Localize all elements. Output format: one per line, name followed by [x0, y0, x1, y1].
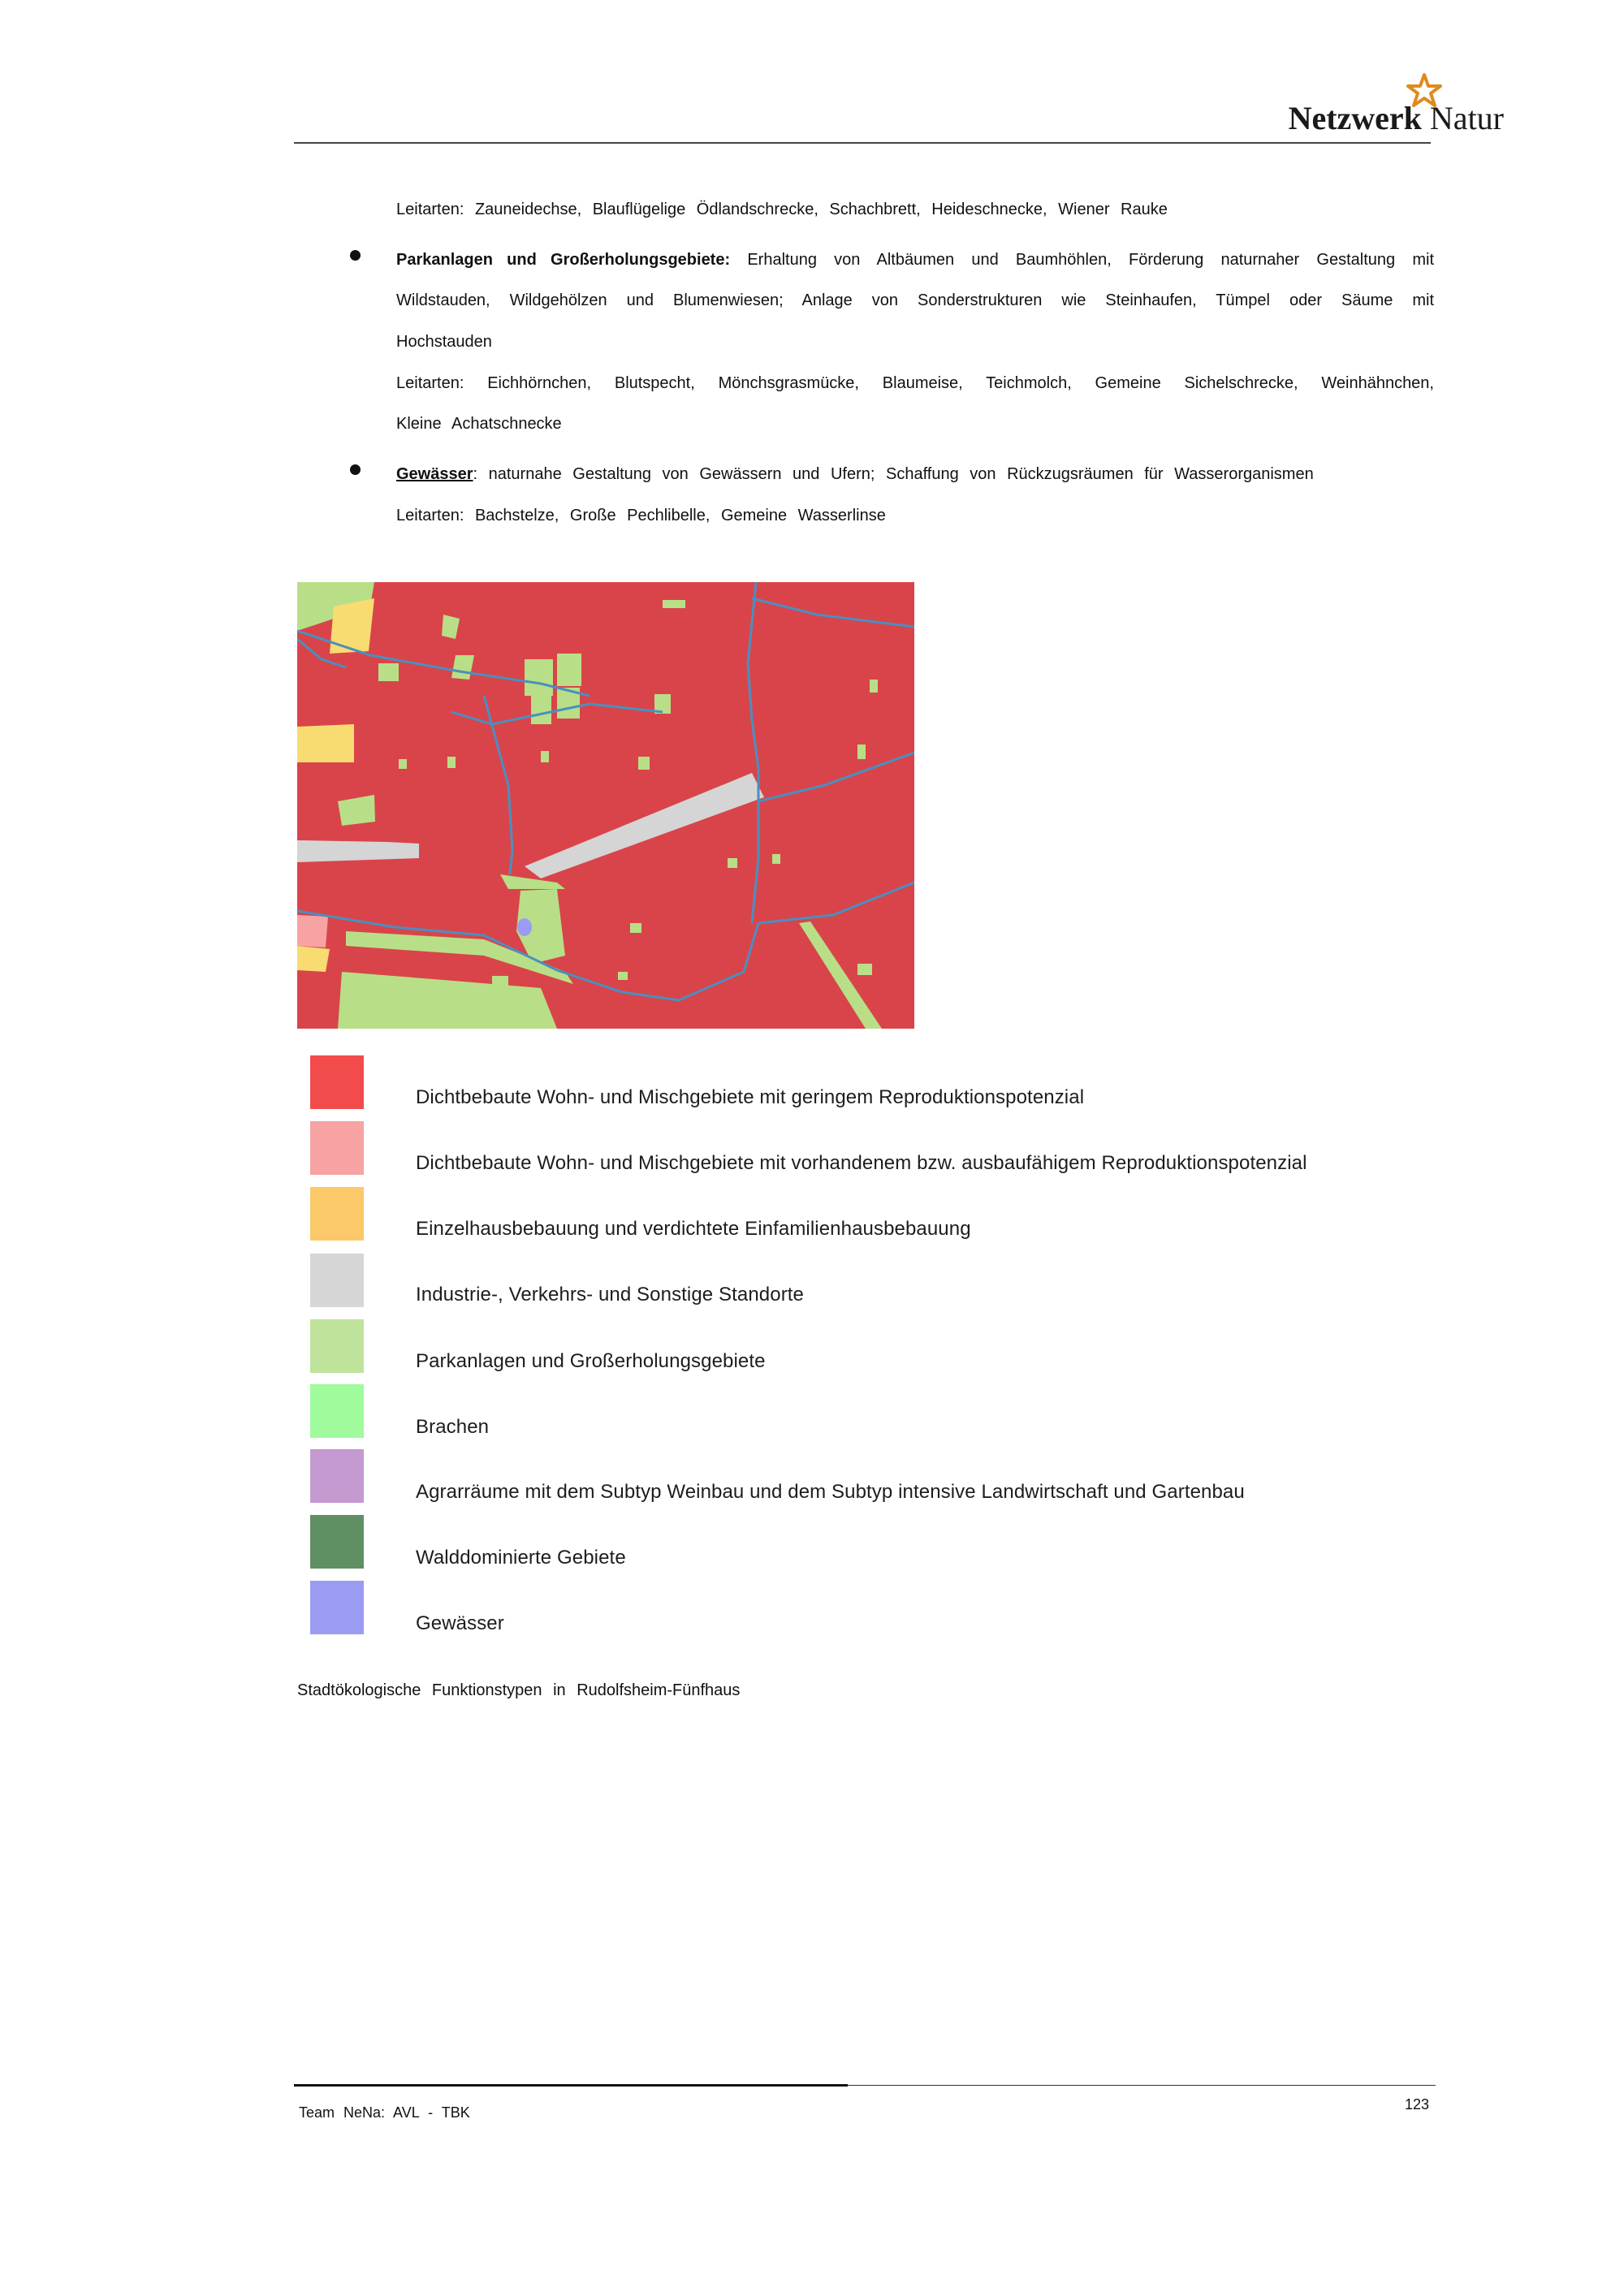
figure-caption: Stadtökologische Funktionstypen in Rudolfsheim-Fünfhaus	[297, 1681, 741, 1699]
leitarten-line: Leitarten: Zauneidechse, Blauflügelige Ödlandschrecke, Schachbrett, Heideschnecke, Wiener Rauke	[396, 201, 1168, 218]
legend-label: Dichtbebaute Wohn- und Mischgebiete mit vorhandenem bzw. ausbaufähigem Reproduktionspotenzial	[416, 1152, 1307, 1174]
legend-swatch	[310, 1515, 364, 1569]
legend-label: Industrie-, Verkehrs- und Sonstige Standorte	[416, 1284, 805, 1306]
leitarten-line: Leitarten: Eichhörnchen, Blutspecht, Mönchsgrasmücke, Blaumeise, Teichmolch, Gemeine Sichelschrecke, Weinhähnchen,	[396, 374, 1434, 392]
legend-label: Brachen	[416, 1416, 490, 1438]
paragraph-line	[396, 250, 1434, 270]
legend-swatch	[310, 1581, 364, 1634]
logo-regular-text: Natur	[1429, 100, 1504, 136]
bullet-point	[350, 464, 361, 475]
legend-swatch	[310, 1384, 364, 1438]
legend-label: Dichtbebaute Wohn- und Mischgebiete mit geringem Reproduktionspotenzial	[416, 1086, 1085, 1108]
legend-label: Walddominierte Gebiete	[416, 1547, 626, 1569]
legend-swatch	[310, 1319, 364, 1373]
footer-team: Team NeNa: AVL - TBK	[299, 2104, 470, 2121]
legend-swatch	[310, 1055, 364, 1109]
legend-swatch	[310, 1187, 364, 1241]
leitarten-line: Leitarten: Bachstelze, Große Pechlibelle, Gemeine Wasserlinse	[396, 507, 886, 524]
land-use-map	[297, 582, 914, 1029]
legend-label: Einzelhausbebauung und verdichtete Einfamilienhausbebauung	[416, 1218, 971, 1240]
logo-wordmark	[1289, 99, 1504, 137]
paragraph-heading: Parkanlagen und Großerholungsgebiete:	[396, 251, 731, 269]
legend-swatch	[310, 1121, 364, 1175]
paragraph-text: : naturnahe Gestaltung von Gewässern und Ufern; Schaffung von Rückzugsräumen für Wasserorganismen	[473, 465, 1314, 483]
legend-swatch	[310, 1254, 364, 1307]
paragraph-line: Wildstauden, Wildgehölzen und Blumenwiesen; Anlage von Sonderstrukturen wie Steinhaufen, Tümpel oder Säume mit	[396, 291, 1434, 309]
bullet-point	[350, 250, 361, 261]
footer-rule	[848, 2085, 1436, 2086]
logo-bold-text: Netzwerk	[1288, 100, 1422, 136]
legend-label: Parkanlagen und Großerholungsgebiete	[416, 1350, 766, 1372]
legend-swatch	[310, 1449, 364, 1503]
leitarten-line: Kleine Achatschnecke	[396, 415, 562, 433]
legend-label: Agrarräume mit dem Subtyp Weinbau und dem Subtyp intensive Landwirtschaft und Gartenbau	[416, 1481, 1245, 1503]
paragraph-line	[396, 464, 1314, 484]
legend-label: Gewässer	[416, 1612, 504, 1634]
map-legend	[297, 1042, 1434, 1659]
paragraph-heading: Gewässer	[396, 465, 473, 483]
paragraph-text: Erhaltung von Altbäumen und Baumhöhlen, Förderung naturnaher Gestaltung mit	[730, 251, 1434, 269]
header-rule	[294, 142, 1431, 144]
paragraph-line: Hochstauden	[396, 333, 492, 351]
page-number: 123	[1405, 2096, 1430, 2113]
map-graphic	[297, 582, 914, 1029]
footer-rule	[294, 2084, 848, 2087]
